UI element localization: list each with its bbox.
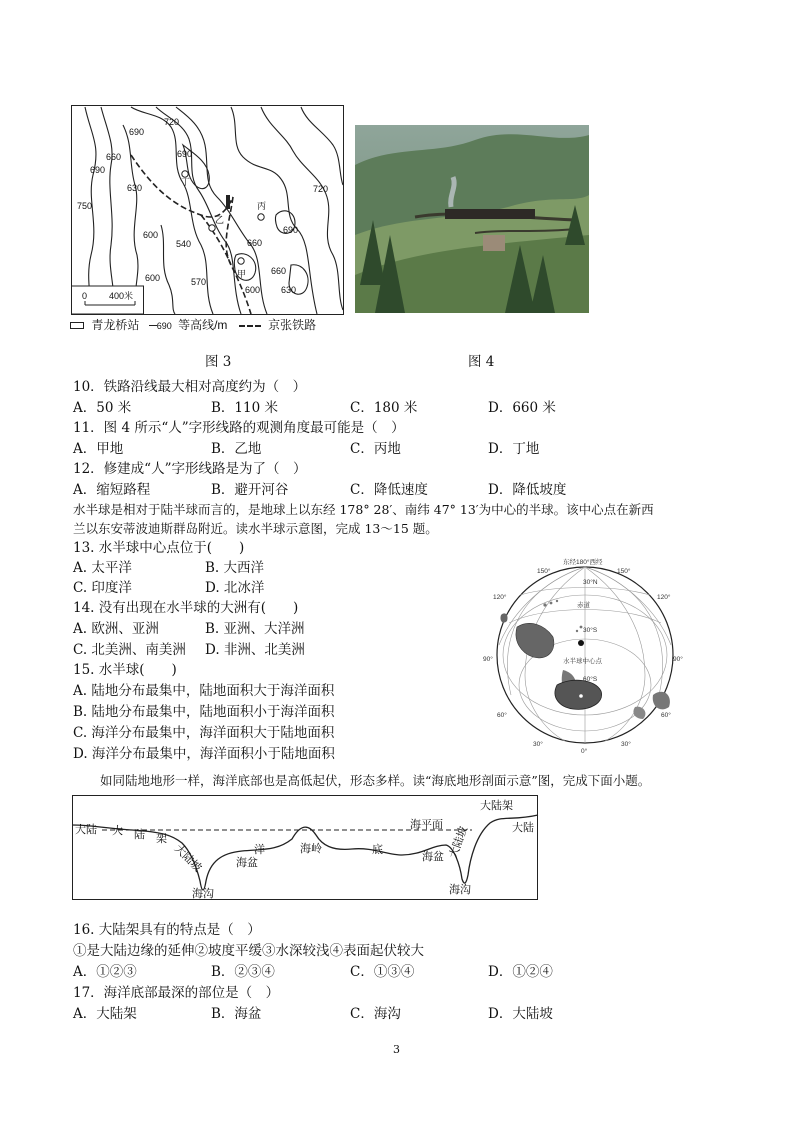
right-slope-label: 大陆坡 (447, 824, 471, 861)
right-land-label: 大陆 (512, 822, 534, 834)
basin-left-label: 海盆 (236, 857, 258, 869)
q11-option-a[interactable]: A．甲地 (73, 441, 124, 457)
q12-option-d[interactable]: D．降低坡度 (488, 482, 567, 498)
left-shelf-char: 大 (112, 825, 123, 837)
station-legend-icon (70, 322, 84, 329)
q13-option-b[interactable]: B. 大西洋 (205, 560, 265, 576)
lon-label: 30° (621, 741, 631, 748)
left-land-label: 大陆 (75, 824, 97, 836)
q10-option-c[interactable]: C．180 米 (350, 400, 418, 416)
lat-60s-label: 60°S (583, 676, 598, 683)
top-longitude-label: 东经180°西经 (563, 559, 603, 566)
q17-option-d[interactable]: D．大陆坡 (488, 1006, 553, 1022)
figure4-caption: 图 4 (468, 354, 495, 370)
lon-label: 90° (483, 656, 493, 663)
legend-railway-label: 京张铁路 (268, 318, 317, 332)
contour-label: 720 (164, 117, 180, 127)
lon-label: 60° (497, 712, 507, 719)
passage1-line2: 兰以东安蒂波迪斯群岛附近。读水半球示意图，完成 13～15 题。 (73, 521, 438, 536)
seafloor-profile (72, 795, 538, 900)
q12-stem: 12．修建成“人”字形线路是为了（ ） (73, 461, 307, 477)
q10-option-d[interactable]: D．660 米 (488, 400, 556, 416)
lat-30n-label: 30°N (583, 579, 598, 586)
q11-option-b[interactable]: B．乙地 (211, 441, 262, 457)
water-hemisphere-map (485, 555, 695, 755)
contour-label: 690 (283, 225, 299, 235)
q15-option-a[interactable]: A. 陆地分布最集中，陆地面积大于海洋面积 (73, 683, 335, 699)
q16-statements: ①是大陆边缘的延伸②坡度平缓③水深较浅④表面起伏较大 (73, 943, 424, 959)
left-shelf-char: 陆 (134, 829, 145, 841)
figure3-legend (70, 316, 316, 334)
q17-option-c[interactable]: C．海沟 (350, 1006, 401, 1022)
q10-stem: 10．铁路沿线最大相对高度约为（ ） (73, 379, 307, 395)
q16-option-d[interactable]: D．①②④ (488, 964, 553, 980)
railway-legend-icon (239, 325, 261, 327)
contour-label: 570 (191, 277, 207, 287)
trench-right-label: 海沟 (449, 884, 471, 896)
contour-label: 630 (127, 183, 143, 193)
lat-30s-label: 30°S (583, 627, 598, 634)
railway-photo (355, 125, 589, 313)
page-number: 3 (393, 1043, 400, 1056)
q11-option-c[interactable]: C．丙地 (350, 441, 401, 457)
legend-station-label: 青龙桥站 (91, 318, 140, 332)
ocean-char: 底 (372, 844, 383, 856)
q16-stem: 16. 大陆架具有的特点是（ ） (73, 922, 261, 938)
lon-label: 150° (537, 568, 551, 575)
contour-label: 660 (247, 238, 263, 248)
contour-label: 630 (281, 285, 297, 295)
left-shelf-char: 架 (156, 833, 167, 845)
q10-option-b[interactable]: B．110 米 (211, 400, 278, 416)
lon-label: 150° (617, 568, 631, 575)
lon-label: 0° (581, 748, 588, 755)
contour-label: 600 (245, 285, 261, 295)
q11-option-d[interactable]: D．丁地 (488, 441, 540, 457)
lon-label: 120° (657, 594, 671, 601)
q14-option-a[interactable]: A. 欧洲、亚洲 (73, 621, 159, 637)
contour-label: 540 (176, 239, 192, 249)
center-point-label: 水半球中心点 (563, 658, 602, 665)
q11-stem: 11．图 4 所示“人”字形线路的观测角度最可能是（ ） (73, 420, 405, 436)
q14-option-d[interactable]: D. 非洲、北美洲 (205, 642, 305, 658)
contour-label: 690 (177, 149, 193, 159)
contour-label: 600 (143, 230, 159, 240)
point-label-bing: 丙 (257, 201, 267, 211)
q14-option-b[interactable]: B. 亚洲、大洋洲 (205, 621, 305, 637)
right-shelf-label: 大陆架 (480, 800, 513, 812)
point-label-yi: 乙 (215, 215, 225, 225)
q12-option-b[interactable]: B．避开河谷 (211, 482, 289, 498)
lon-label: 90° (673, 656, 683, 663)
q13-option-a[interactable]: A. 太平洋 (73, 560, 132, 576)
q10-option-a[interactable]: A．50 米 (73, 400, 132, 416)
scale-label: 400米 (109, 291, 134, 301)
q12-option-c[interactable]: C．降低速度 (350, 482, 428, 498)
contour-label: 750 (77, 201, 93, 211)
trench-left-label: 海沟 (192, 888, 214, 900)
legend-contour-sample: 690 (156, 321, 172, 331)
q16-option-a[interactable]: A．①②③ (73, 964, 137, 980)
ridge-label: 海岭 (300, 843, 322, 855)
q17-option-b[interactable]: B．海盆 (211, 1006, 262, 1022)
contour-label: 600 (145, 273, 161, 283)
lon-label: 30° (533, 741, 543, 748)
q15-option-c[interactable]: C. 海洋分布最集中，海洋面积大于陆地面积 (73, 725, 335, 741)
contour-label: 690 (129, 127, 145, 137)
q17-option-a[interactable]: A．大陆架 (73, 1006, 137, 1022)
lon-label: 120° (493, 594, 507, 601)
contour-label: 720 (313, 184, 329, 194)
contour-map (71, 105, 344, 315)
q15-stem: 15. 水半球( ) (73, 662, 177, 678)
q14-stem: 14. 没有出现在水半球的大洲有( ) (73, 600, 299, 616)
ocean-char: 洋 (254, 844, 265, 856)
point-label-jia: 甲 (237, 269, 247, 279)
contour-legend-icon (149, 325, 157, 326)
sea-level-label: 海平面 (410, 819, 443, 831)
passage1-line1: 水半球是相对于陆半球而言的，是地球上以东经 178° 28′、南纬 47° 13′为中心的半球。该中心点在新西 (73, 502, 654, 517)
equator-label: 赤道 (577, 602, 590, 609)
q15-option-d[interactable]: D. 海洋分布最集中，海洋面积小于陆地面积 (73, 746, 335, 762)
q16-option-c[interactable]: C．①③④ (350, 964, 415, 980)
q12-option-a[interactable]: A．缩短路程 (73, 482, 151, 498)
lon-label: 60° (661, 712, 671, 719)
scale-zero: 0 (82, 291, 88, 301)
contour-label: 660 (271, 266, 287, 276)
point-label-ding: 丁 (181, 177, 191, 187)
legend-contour-label: 等高线/m (178, 318, 228, 332)
q15-option-b[interactable]: B. 陆地分布最集中，陆地面积小于海洋面积 (73, 704, 335, 720)
left-slope-label: 大陆坡 (171, 842, 204, 875)
contour-label: 690 (90, 165, 106, 175)
basin-right-label: 海盆 (422, 851, 444, 863)
q16-option-b[interactable]: B．②③④ (211, 964, 275, 980)
q13-option-d[interactable]: D. 北冰洋 (205, 580, 265, 596)
contour-label: 660 (106, 152, 122, 162)
q17-stem: 17．海洋底部最深的部位是（ ） (73, 985, 280, 1001)
passage2-line1: 如同陆地地形一样，海洋底部也是高低起伏，形态多样。读“海底地形剖面示意”图，完成下面小题。 (100, 773, 651, 788)
q14-option-c[interactable]: C. 北美洲、南美洲 (73, 642, 186, 658)
figure3-caption: 图 3 (205, 354, 232, 370)
q13-option-c[interactable]: C. 印度洋 (73, 580, 132, 596)
q13-stem: 13. 水半球中心点位于( ) (73, 540, 245, 556)
